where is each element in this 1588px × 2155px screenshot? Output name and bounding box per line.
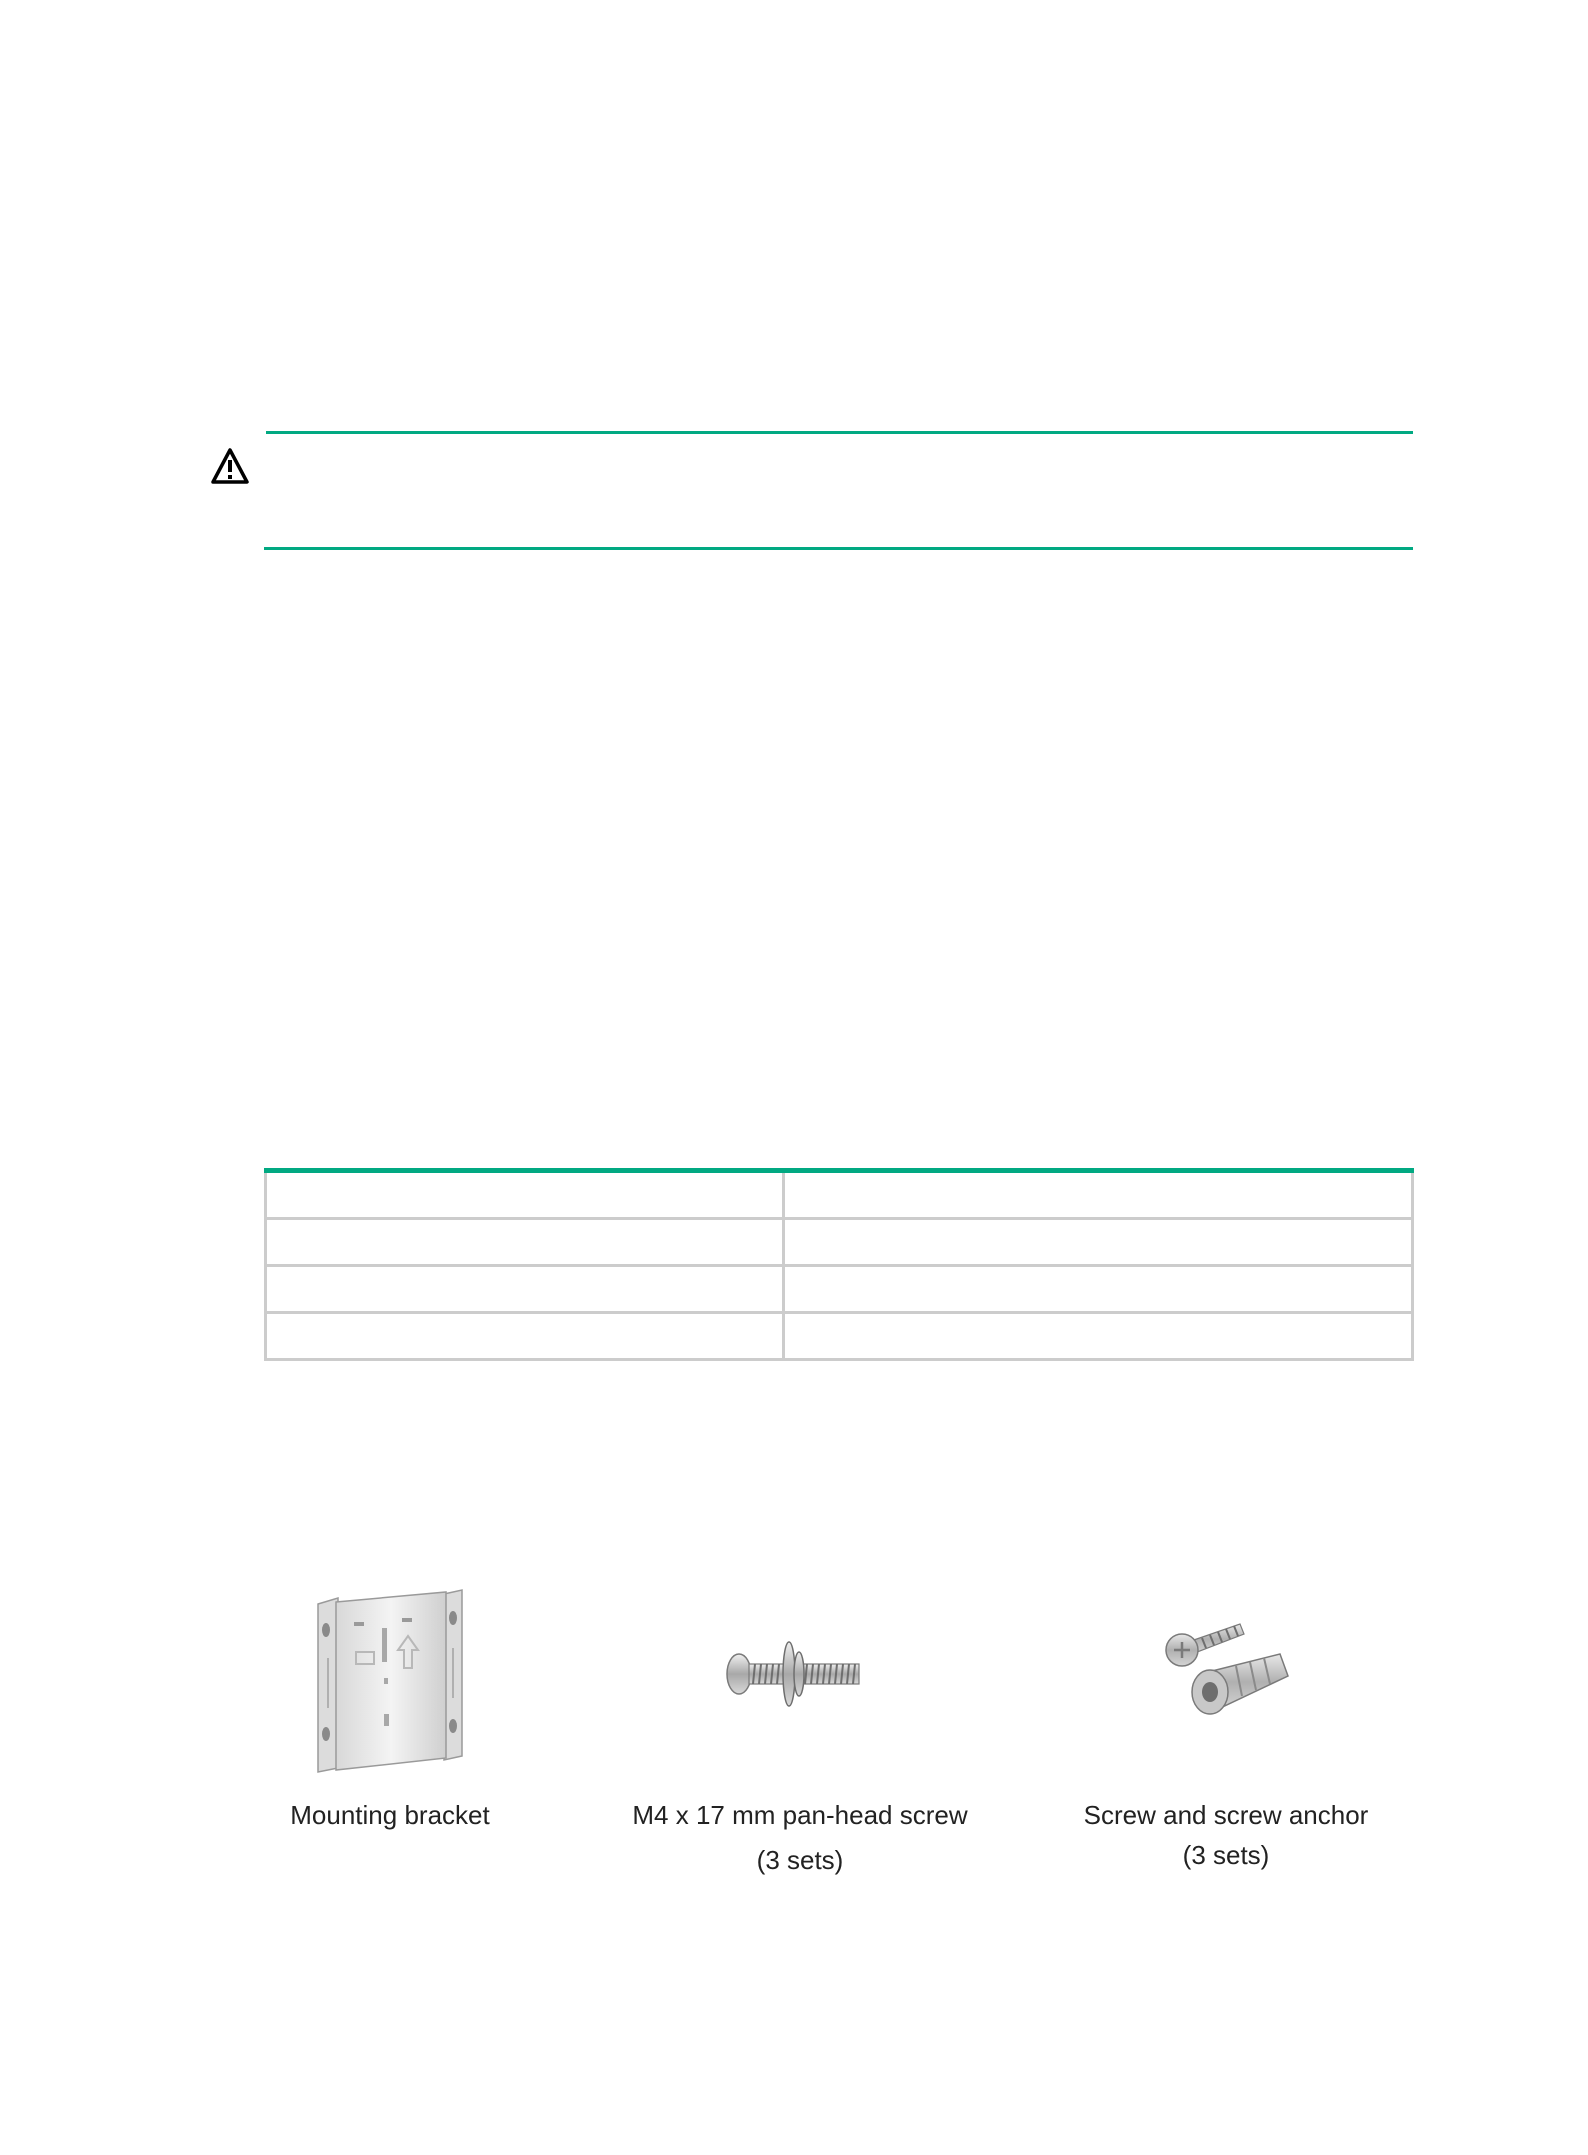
table-cell [266, 1266, 784, 1313]
table-row [266, 1313, 1413, 1360]
screw-anchor-image [1160, 1618, 1294, 1722]
caption-pan-head-screw-qty: (3 sets) [756, 1845, 844, 1875]
mounting-bracket-image [316, 1588, 466, 1774]
pan-head-screw-image [723, 1636, 863, 1710]
table-row [266, 1219, 1413, 1266]
spec-table [264, 1168, 1414, 1361]
table-cell [266, 1219, 784, 1266]
table-row [266, 1266, 1413, 1313]
caution-bottom-rule [264, 547, 1413, 550]
caption-mounting-bracket: Mounting bracket [290, 1800, 490, 1830]
table-cell [784, 1171, 1413, 1219]
table-cell [266, 1171, 784, 1219]
warning-triangle-icon [210, 447, 250, 485]
table-cell [784, 1313, 1413, 1360]
caption-screw-anchor: Screw and screw anchor [1083, 1800, 1369, 1830]
table-cell [266, 1313, 784, 1360]
table-cell [784, 1266, 1413, 1313]
caption-screw-anchor-qty: (3 sets) [1182, 1840, 1270, 1870]
table-row [266, 1171, 1413, 1219]
caption-pan-head-screw: M4 x 17 mm pan-head screw [632, 1800, 968, 1830]
caution-top-rule [266, 431, 1413, 434]
table-cell [784, 1219, 1413, 1266]
